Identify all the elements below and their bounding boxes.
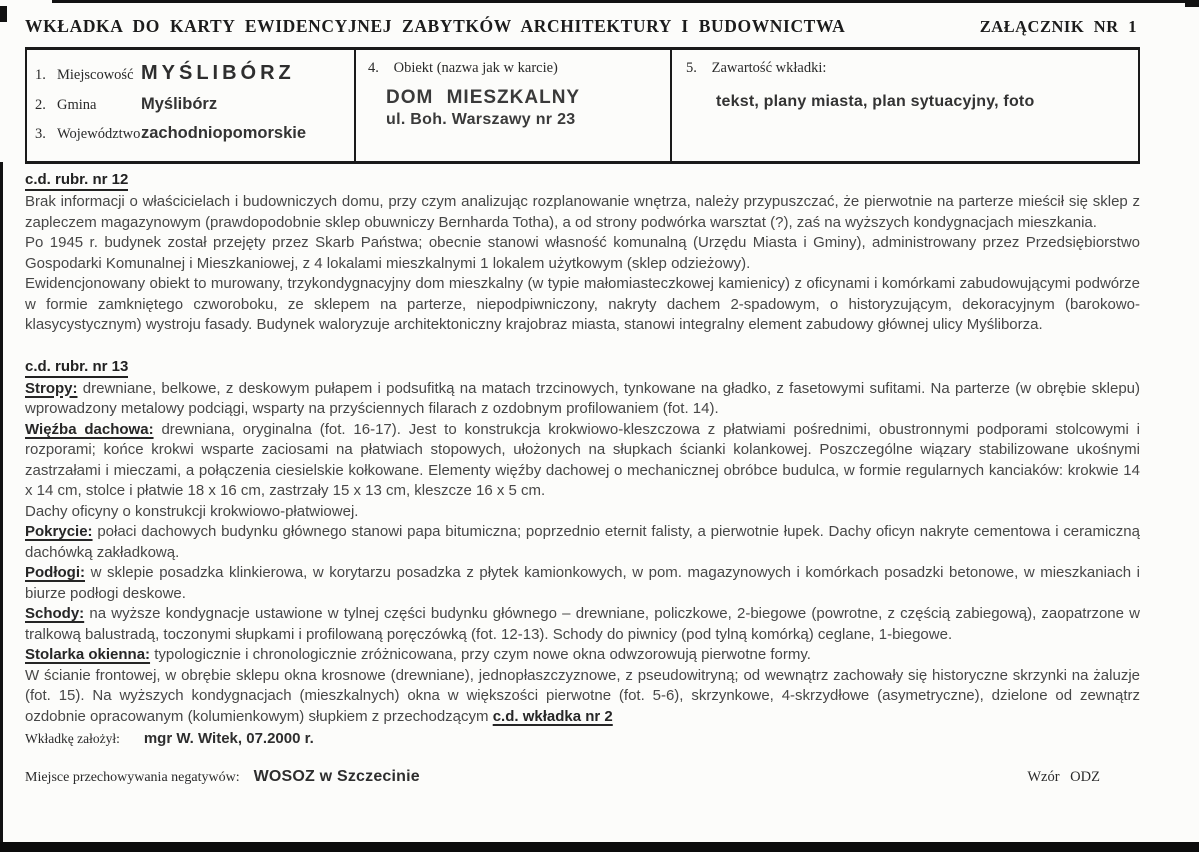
scan-artifact-top-right-mark (1185, 0, 1199, 7)
entry-text: połaci dachowych budynku głównego stanowi papa bitumiczna; poprzednio eternit falisty, a pierwotnie łupek. Dachy oficyn nakryte cementowa i ceramiczną dachówką zakładkową. (25, 523, 1140, 561)
entry-text: typologicznie i chronologicznie zróżnicowana, przy czym nowe okna odwzorowują pierwotne formy. (154, 646, 811, 663)
entry-lead: Pokrycie: (25, 523, 93, 540)
section-heading-rubric-13: c.d. rubr. nr 13 (25, 358, 128, 378)
entry-stairs (25, 604, 1140, 645)
section-rubric-12 (25, 170, 1140, 336)
entry-outbuilding-roofs (25, 502, 1140, 523)
object-name: DOM MIESZKALNY (386, 87, 581, 108)
field-label-voivodeship: Województwo (57, 126, 141, 142)
insert-contents-cell (670, 50, 1138, 161)
entry-lead: Stolarka okienna: (25, 646, 151, 663)
field-row-commune (35, 95, 350, 114)
page-title: WKŁADKA DO KARTY EWIDENCYJNEJ ZABYTKÓW ARCHITEKTURY I BUDOWNICTWA (25, 16, 846, 36)
section-rubric-13 (25, 357, 1140, 728)
contents-caption (686, 60, 1130, 77)
negatives-label: Miejsce przechowywania negatywów: (25, 770, 240, 785)
field-number: 3. (35, 126, 46, 142)
location-cell (27, 50, 354, 161)
negatives-storage (25, 768, 420, 786)
entry-text: drewniana, oryginalna (fot. 16-17). Jest to konstrukcja krokwiowo-kleszczowa z płatwiami pośrednimi, obustronnymi podporami stolcowymi i rozporami; końce krokwi wsparte zaciosami na płatwiach stopowych, ułożonych na słupkach ścianki kolankowej. Poszczególne wiązary stabilizowane ukośnymi zastrzałami i mieczami, a połączenia ciesielskie kołkowane. Elementy więźby dachowej o mechanicznej obróbce budulca, w formie regularnych kanciaków: krokwie 14 x 14 cm, stolce i płatwie 18 x 16 cm, zastrzały 15 x 13 cm, kleszcze 16 x 5 cm. (25, 420, 1141, 499)
entry-roof-truss (25, 420, 1140, 502)
negatives-line (25, 768, 1140, 786)
object-address: ul. Boh. Warszawy nr 23 (386, 111, 576, 128)
document-body (25, 170, 1140, 727)
object-caption (368, 60, 662, 77)
field-value-town: MYŚLIBÓRZ (141, 62, 295, 84)
field-value-voivodeship: zachodniopomorskie (141, 124, 307, 142)
contents-label: Zawartość wkładki: (711, 60, 827, 76)
entry-lead: Podłogi: (25, 564, 85, 581)
object-cell (354, 50, 670, 161)
field-number: 5. (686, 60, 697, 76)
field-row-voivodeship (35, 124, 350, 143)
field-row-town (35, 62, 350, 85)
entry-lead: Więźba dachowa: (25, 420, 154, 438)
entry-window-joinery (25, 645, 1140, 666)
negatives-value: WOSOZ w Szczecinie (253, 768, 420, 785)
identification-table (25, 47, 1140, 164)
entry-lead: Schody: (25, 605, 85, 622)
scan-artifact-top-left-mark (0, 6, 7, 22)
scan-artifact-top-line (52, 0, 1199, 3)
attachment-number-label: ZAŁĄCZNIK NR 1 (979, 17, 1137, 36)
document-header (0, 0, 1199, 47)
field-label-commune: Gmina (57, 97, 97, 113)
entry-text: Dachy oficyny o konstrukcji krokwiowo-płatwiowej. (25, 502, 359, 520)
entry-text: W ścianie frontowej, w obrębie sklepu okna krosnowe (drewniane), jednopłaszczyznowe, z pseudowitryną; od wewnątrz zachowały się historyczne skrzynki na żaluzje (fot. 15). Na wyższych kondygnacjach (mieszkalnych) okna w większości pierwotne (fot. 5-6), skrzynkowe, 4-skrzydłowe (asymetryczne), dzielone od zewnątrz ozdobnie opracowanym (kolumienkowym) słupkiem z przechodzącym (25, 666, 1140, 725)
field-number: 4. (368, 60, 379, 76)
founder-label: Wkładkę założył: (25, 731, 120, 746)
section-heading-rubric-12: c.d. rubr. nr 12 (25, 171, 128, 191)
founder-line (25, 730, 1140, 747)
entry-text: drewniane, belkowe, z deskowym pułapem i podsufitką na matach trzcinowych, tynkowane na gładko, z fasetowymi sufitami. Na parterze (w obrębie sklepu) wprowadzony metalowy podciągi, wsparty na przyściennych filarach z ozdobnym profilowaniem (fot. 14). (25, 379, 1140, 417)
field-label-town: Miejscowość (57, 67, 134, 83)
field-value-commune: Myślibórz (141, 95, 218, 113)
entry-ceilings (25, 379, 1140, 420)
scan-artifact-bottom-bar (0, 842, 1199, 852)
field-number: 2. (35, 97, 46, 113)
continuation-note: c.d. wkładka nr 2 (492, 707, 613, 725)
founder-value: mgr W. Witek, 07.2000 r. (143, 730, 314, 747)
paragraph: Po 1945 r. budynek został przejęty przez Skarb Państwa; obecnie stanowi własność komunalną (Urzędu Miasta i Gminy), administrowany przez Przedsiębiorstwo Gospodarki Komunalnej i Mieszkaniowej, z 4 lokalami mieszkalnymi 1 lokalem użytkowym (sklep odzieżowy). (25, 234, 1140, 272)
entry-lead: Stropy: (25, 379, 78, 397)
entry-floors (25, 563, 1140, 604)
entry-text: w sklepie posadzka klinkierowa, w korytarzu posadzka z płytek kamionkowych, w pom. magazynowych i komórkach posadzki betonowe, w mieszkaniach i biurze podłogi deskowe. (25, 564, 1140, 602)
entry-roofing (25, 522, 1140, 563)
scan-artifact-left-line (0, 162, 3, 842)
entry-text: na wyższe kondygnacje ustawione w tylnej części budynku głównego – drewniane, policzkowe, 2-biegowe (powrotne, z częścią zabiegową), zaopatrzone w tralkową balustradą, toczonymi słupkami i profilowaną poręczówką (fot. 12-13). Schody do piwnicy (pod tylną komórką) ceglane, 1-biegowe. (25, 605, 1141, 643)
object-label: Obiekt (nazwa jak w karcie) (393, 60, 558, 76)
paragraph: Brak informacji o właścicielach i budowniczych domu, przy czym analizując rozplanowanie wnętrza, należy przypuszczać, że pierwotnie na parterze mieścił się sklep z zapleczem magazynowym (prawdopodobnie sklep obuwniczy Bernharda Totha), a od strony podwórka warsztat (?), zaś na wyższych kondygnacjach mieszkania. (25, 193, 1140, 231)
paragraph: Ewidencjonowany obiekt to murowany, trzykondygnacyjny dom mieszkalny (w typie małomiasteczkowej kamienicy) z oficynami i komórkami zabudowującymi podwórze w formie zamkniętego czworoboku, ze sklepem na parterze, niepodpiwniczony, nakryty dachem 2-spadowym, o historyzującym, dekoracyjnym (barokowo-klasycystycznym) wystroju fasady. Budynek waloryzuje architektoniczny krajobraz miasta, stanowi integralny element zabudowy głównej ulicy Myśliborza. (25, 275, 1140, 333)
contents-value: tekst, plany miasta, plan sytuacyjny, foto (716, 93, 1035, 110)
field-number: 1. (35, 67, 46, 83)
form-model-label: Wzór ODZ (1027, 769, 1100, 785)
entry-front-wall-windows (25, 666, 1140, 728)
